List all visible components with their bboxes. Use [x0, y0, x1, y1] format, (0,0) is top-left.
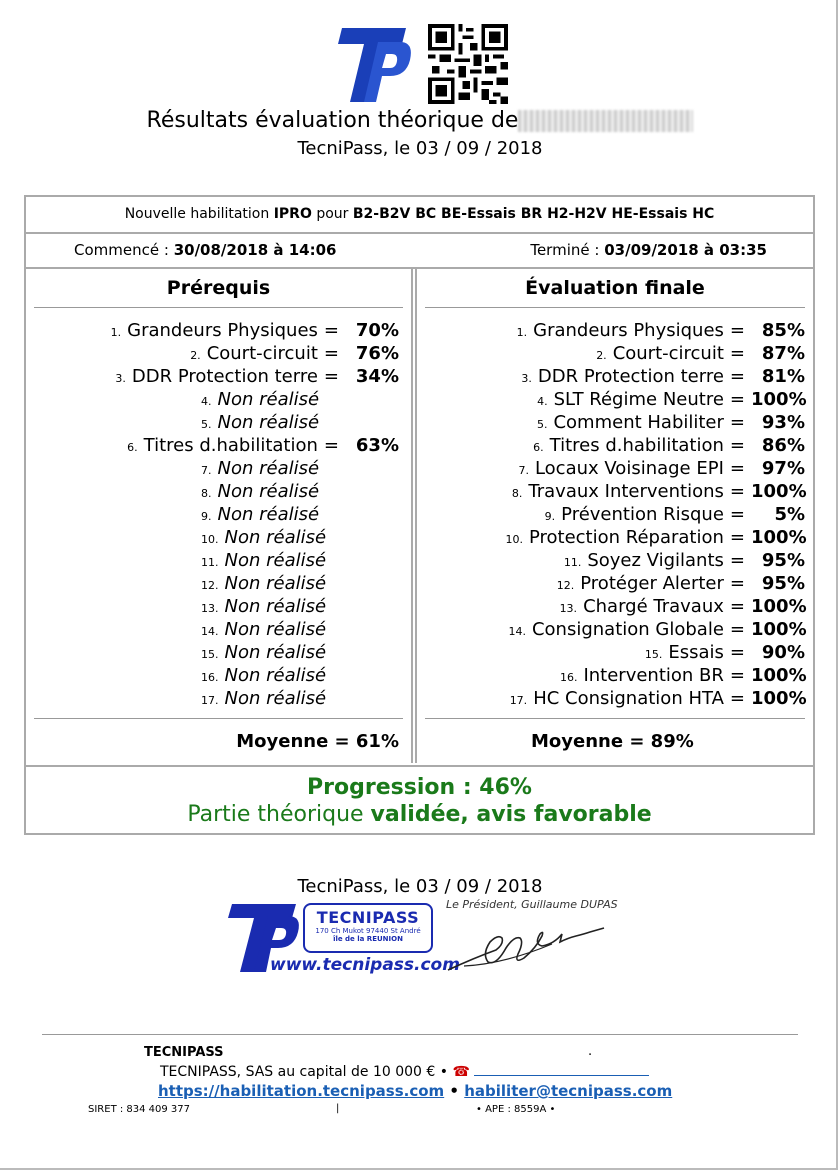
item-number: 3.	[115, 372, 126, 385]
item-percent: 100%	[751, 665, 807, 686]
divider	[34, 307, 403, 308]
handwritten-signature	[444, 908, 614, 978]
item-label: Non réalisé	[224, 573, 327, 594]
item-percent: 95%	[761, 573, 805, 594]
item-number: 9.	[201, 510, 212, 523]
capital-text: TECNIPASS, SAS au capital de 10 000 € •	[160, 1064, 453, 1080]
item-equals: =	[729, 688, 745, 709]
item-number: 7.	[201, 464, 212, 477]
prerequis-moyenne: Moyenne = 61%	[236, 731, 399, 752]
list-item	[417, 389, 813, 412]
website-link[interactable]: https://habilitation.tecnipass.com	[158, 1082, 445, 1100]
item-percent: 100%	[751, 619, 807, 640]
item-label: Comment Habiliter	[553, 412, 724, 433]
list-item	[417, 458, 813, 481]
item-label: Protéger Alerter	[580, 573, 724, 594]
results-table	[24, 195, 815, 835]
item-number: 15.	[201, 648, 219, 661]
status-result: validée, avis favorable	[370, 802, 652, 827]
item-number: 10.	[505, 533, 523, 546]
footer-company: TECNIPASS	[144, 1045, 224, 1060]
list-item	[26, 596, 411, 619]
start-value: 30/08/2018 à 14:06	[173, 241, 337, 259]
item-label: Grandeurs Physiques	[127, 320, 318, 341]
item-label: Non réalisé	[217, 389, 320, 410]
item-number: 12.	[201, 579, 219, 592]
list-item	[417, 412, 813, 435]
page-subtitle: TecniPass, le 03 / 09 / 2018	[297, 138, 543, 159]
evaluation-title: Évaluation finale	[525, 277, 705, 299]
end-value: 03/09/2018 à 03:35	[604, 241, 767, 259]
item-percent: 97%	[761, 458, 805, 479]
start-date	[74, 234, 336, 267]
list-item	[26, 435, 411, 458]
item-equals: =	[729, 366, 745, 387]
item-number: 4.	[537, 395, 548, 408]
link-separator: •	[444, 1082, 465, 1100]
list-item	[26, 642, 411, 665]
item-number: 17.	[201, 694, 219, 707]
item-label: Intervention BR	[583, 665, 724, 686]
progression-section	[26, 765, 813, 835]
item-equals: =	[729, 458, 745, 479]
signature-date: TecniPass, le 03 / 09 / 2018	[297, 876, 543, 897]
item-number: 13.	[559, 602, 578, 615]
item-label: Non réalisé	[224, 596, 327, 617]
item-label: Protection Réparation	[528, 527, 724, 548]
item-label: Locaux Voisinage EPI	[534, 458, 724, 479]
item-percent: 87%	[761, 343, 805, 364]
list-item	[26, 366, 411, 389]
progression-value: Progression : 46%	[307, 775, 532, 800]
item-label: Chargé Travaux	[583, 596, 724, 617]
item-equals: =	[729, 550, 745, 571]
item-label: Consignation Globale	[531, 619, 724, 640]
item-label: Soyez Vigilants	[587, 550, 724, 571]
item-number: 12.	[556, 579, 575, 592]
list-item	[417, 366, 813, 389]
item-label: Non réalisé	[224, 619, 327, 640]
page-title	[0, 108, 840, 133]
item-equals: =	[729, 642, 745, 663]
item-label: Non réalisé	[224, 527, 327, 548]
item-percent: 63%	[355, 435, 399, 456]
item-number: 2.	[596, 349, 607, 362]
item-label: Non réalisé	[224, 665, 327, 686]
item-label: Court-circuit	[206, 343, 318, 364]
item-number: 10.	[201, 533, 219, 546]
list-item	[417, 504, 813, 527]
item-label: HC Consignation HTA	[533, 688, 724, 709]
list-item	[26, 619, 411, 642]
item-percent: 81%	[761, 366, 805, 387]
habilitation-prefix: Nouvelle habilitation	[124, 206, 270, 222]
item-equals: =	[729, 435, 745, 456]
item-percent: 70%	[355, 320, 399, 341]
list-item	[417, 481, 813, 504]
start-label: Commencé :	[74, 241, 169, 259]
stamp-name: TECNIPASS	[316, 908, 420, 927]
item-number: 8.	[511, 487, 523, 500]
list-item	[417, 665, 813, 688]
list-item	[26, 343, 411, 366]
item-number: 6.	[127, 441, 138, 454]
president-label: Le Président, Guillaume DUPAS	[446, 898, 618, 911]
divider	[425, 307, 805, 308]
item-percent: 100%	[751, 389, 807, 410]
footer-bar: |	[336, 1103, 340, 1114]
item-number: 16.	[559, 671, 578, 684]
item-label: Non réalisé	[217, 481, 320, 502]
item-percent: 100%	[751, 688, 807, 709]
item-label: DDR Protection terre	[131, 366, 318, 387]
item-label: Non réalisé	[217, 504, 320, 525]
item-number: 11.	[563, 556, 582, 569]
item-percent: 95%	[761, 550, 805, 571]
list-item	[26, 665, 411, 688]
phone-redacted	[474, 1063, 649, 1076]
item-number: 2.	[190, 349, 201, 362]
item-percent: 90%	[761, 642, 805, 663]
item-label: Titres d.habilitation	[549, 435, 724, 456]
footer-divider	[42, 1034, 798, 1035]
list-item	[26, 573, 411, 596]
item-number: 6.	[533, 441, 544, 454]
item-label: Prévention Risque	[561, 504, 724, 525]
item-equals: =	[729, 665, 745, 686]
end-label: Terminé :	[530, 241, 600, 259]
list-item	[26, 481, 411, 504]
list-item	[26, 458, 411, 481]
habilitation-codes: B2-B2V BC BE-Essais BR H2-H2V HE-Essais HC	[352, 206, 715, 222]
end-date	[530, 234, 767, 267]
item-equals: =	[729, 504, 745, 525]
item-label: Grandeurs Physiques	[533, 320, 724, 341]
item-equals: =	[729, 527, 745, 548]
item-percent: 100%	[751, 527, 807, 548]
stamp-url: www.tecnipass.com	[270, 955, 460, 975]
item-number: 5.	[536, 418, 548, 431]
footer-links	[158, 1082, 672, 1100]
list-item	[417, 343, 813, 366]
item-label: Travaux Interventions	[528, 481, 724, 502]
item-equals: =	[323, 343, 339, 364]
list-item	[417, 550, 813, 573]
stamp-region: île de la REUNION	[333, 935, 403, 943]
item-equals: =	[729, 320, 745, 341]
redacted-name	[518, 110, 693, 132]
item-label: Non réalisé	[224, 688, 327, 709]
list-item	[417, 527, 813, 550]
item-label: Non réalisé	[224, 550, 327, 571]
stamp-address: 170 Ch Mukot 97440 St André	[315, 927, 421, 935]
item-percent: 100%	[751, 596, 807, 617]
item-number: 17.	[509, 694, 528, 707]
item-percent: 100%	[751, 481, 807, 502]
item-number: 8.	[201, 487, 212, 500]
item-percent: 76%	[355, 343, 399, 364]
company-stamp	[303, 903, 433, 953]
item-number: 4.	[201, 395, 212, 408]
divider	[34, 718, 403, 719]
habilitation-row	[26, 197, 813, 234]
item-number: 14.	[508, 625, 526, 638]
item-label: Titres d.habilitation	[143, 435, 318, 456]
item-number: 3.	[521, 372, 532, 385]
item-equals: =	[323, 435, 339, 456]
list-item	[417, 642, 813, 665]
item-percent: 34%	[355, 366, 399, 387]
list-item	[26, 688, 411, 711]
item-equals: =	[729, 343, 745, 364]
tecnipass-logo-icon	[334, 24, 414, 104]
item-equals: =	[729, 412, 745, 433]
list-item	[26, 412, 411, 435]
list-item	[26, 504, 411, 527]
list-item	[26, 550, 411, 573]
prerequis-title: Prérequis	[166, 277, 271, 299]
item-number: 11.	[201, 556, 219, 569]
list-item	[26, 320, 411, 343]
item-equals: =	[729, 619, 745, 640]
item-number: 5.	[201, 418, 212, 431]
habilitation-pour: pour	[316, 206, 349, 222]
item-label: Non réalisé	[217, 458, 320, 479]
item-label: SLT Régime Neutre	[553, 389, 724, 410]
item-number: 9.	[544, 510, 556, 523]
item-number: 15.	[644, 648, 663, 661]
evaluation-moyenne: Moyenne = 89%	[531, 731, 694, 752]
item-number: 14.	[201, 625, 219, 638]
footer-dot: .	[588, 1044, 593, 1059]
habilitation-ipro: IPRO	[273, 206, 312, 222]
list-item	[417, 320, 813, 343]
item-number: 7.	[518, 464, 529, 477]
item-percent: 5%	[774, 504, 805, 525]
list-item	[417, 573, 813, 596]
footer-siret: SIRET : 834 409 377	[88, 1104, 191, 1115]
item-label: Essais	[668, 642, 724, 663]
footer-ape: • APE : 8559A •	[476, 1104, 556, 1115]
divider	[425, 718, 805, 719]
evaluation-list	[417, 320, 813, 711]
item-label: Non réalisé	[224, 642, 327, 663]
item-percent: 93%	[761, 412, 805, 433]
evaluation-column	[415, 269, 813, 763]
item-equals: =	[729, 481, 745, 502]
phone-icon: ☎	[452, 1064, 470, 1080]
email-link[interactable]: habiliter@tecnipass.com	[464, 1082, 673, 1100]
list-item	[26, 527, 411, 550]
item-equals: =	[729, 389, 745, 410]
list-item	[417, 596, 813, 619]
item-equals: =	[323, 366, 339, 387]
item-label: DDR Protection terre	[537, 366, 724, 387]
list-item	[417, 619, 813, 642]
item-number: 16.	[201, 671, 219, 684]
item-label: Non réalisé	[217, 412, 320, 433]
item-number: 13.	[201, 602, 219, 615]
item-label: Court-circuit	[612, 343, 724, 364]
item-percent: 85%	[761, 320, 805, 341]
title-text: Résultats évaluation théorique de	[146, 108, 519, 133]
list-item	[417, 435, 813, 458]
item-number: 1.	[516, 326, 528, 339]
dates-row	[26, 234, 813, 269]
item-equals: =	[729, 573, 745, 594]
list-item	[26, 389, 411, 412]
prerequis-column	[26, 269, 413, 763]
prerequis-list	[26, 320, 411, 711]
item-equals: =	[729, 596, 745, 617]
qr-code-icon	[428, 24, 508, 104]
item-percent: 86%	[761, 435, 805, 456]
footer-capital	[160, 1063, 649, 1080]
item-number: 1.	[110, 326, 122, 339]
status-prefix: Partie théorique	[187, 802, 371, 827]
list-item	[417, 688, 813, 711]
item-equals: =	[323, 320, 339, 341]
progression-status	[26, 802, 813, 827]
